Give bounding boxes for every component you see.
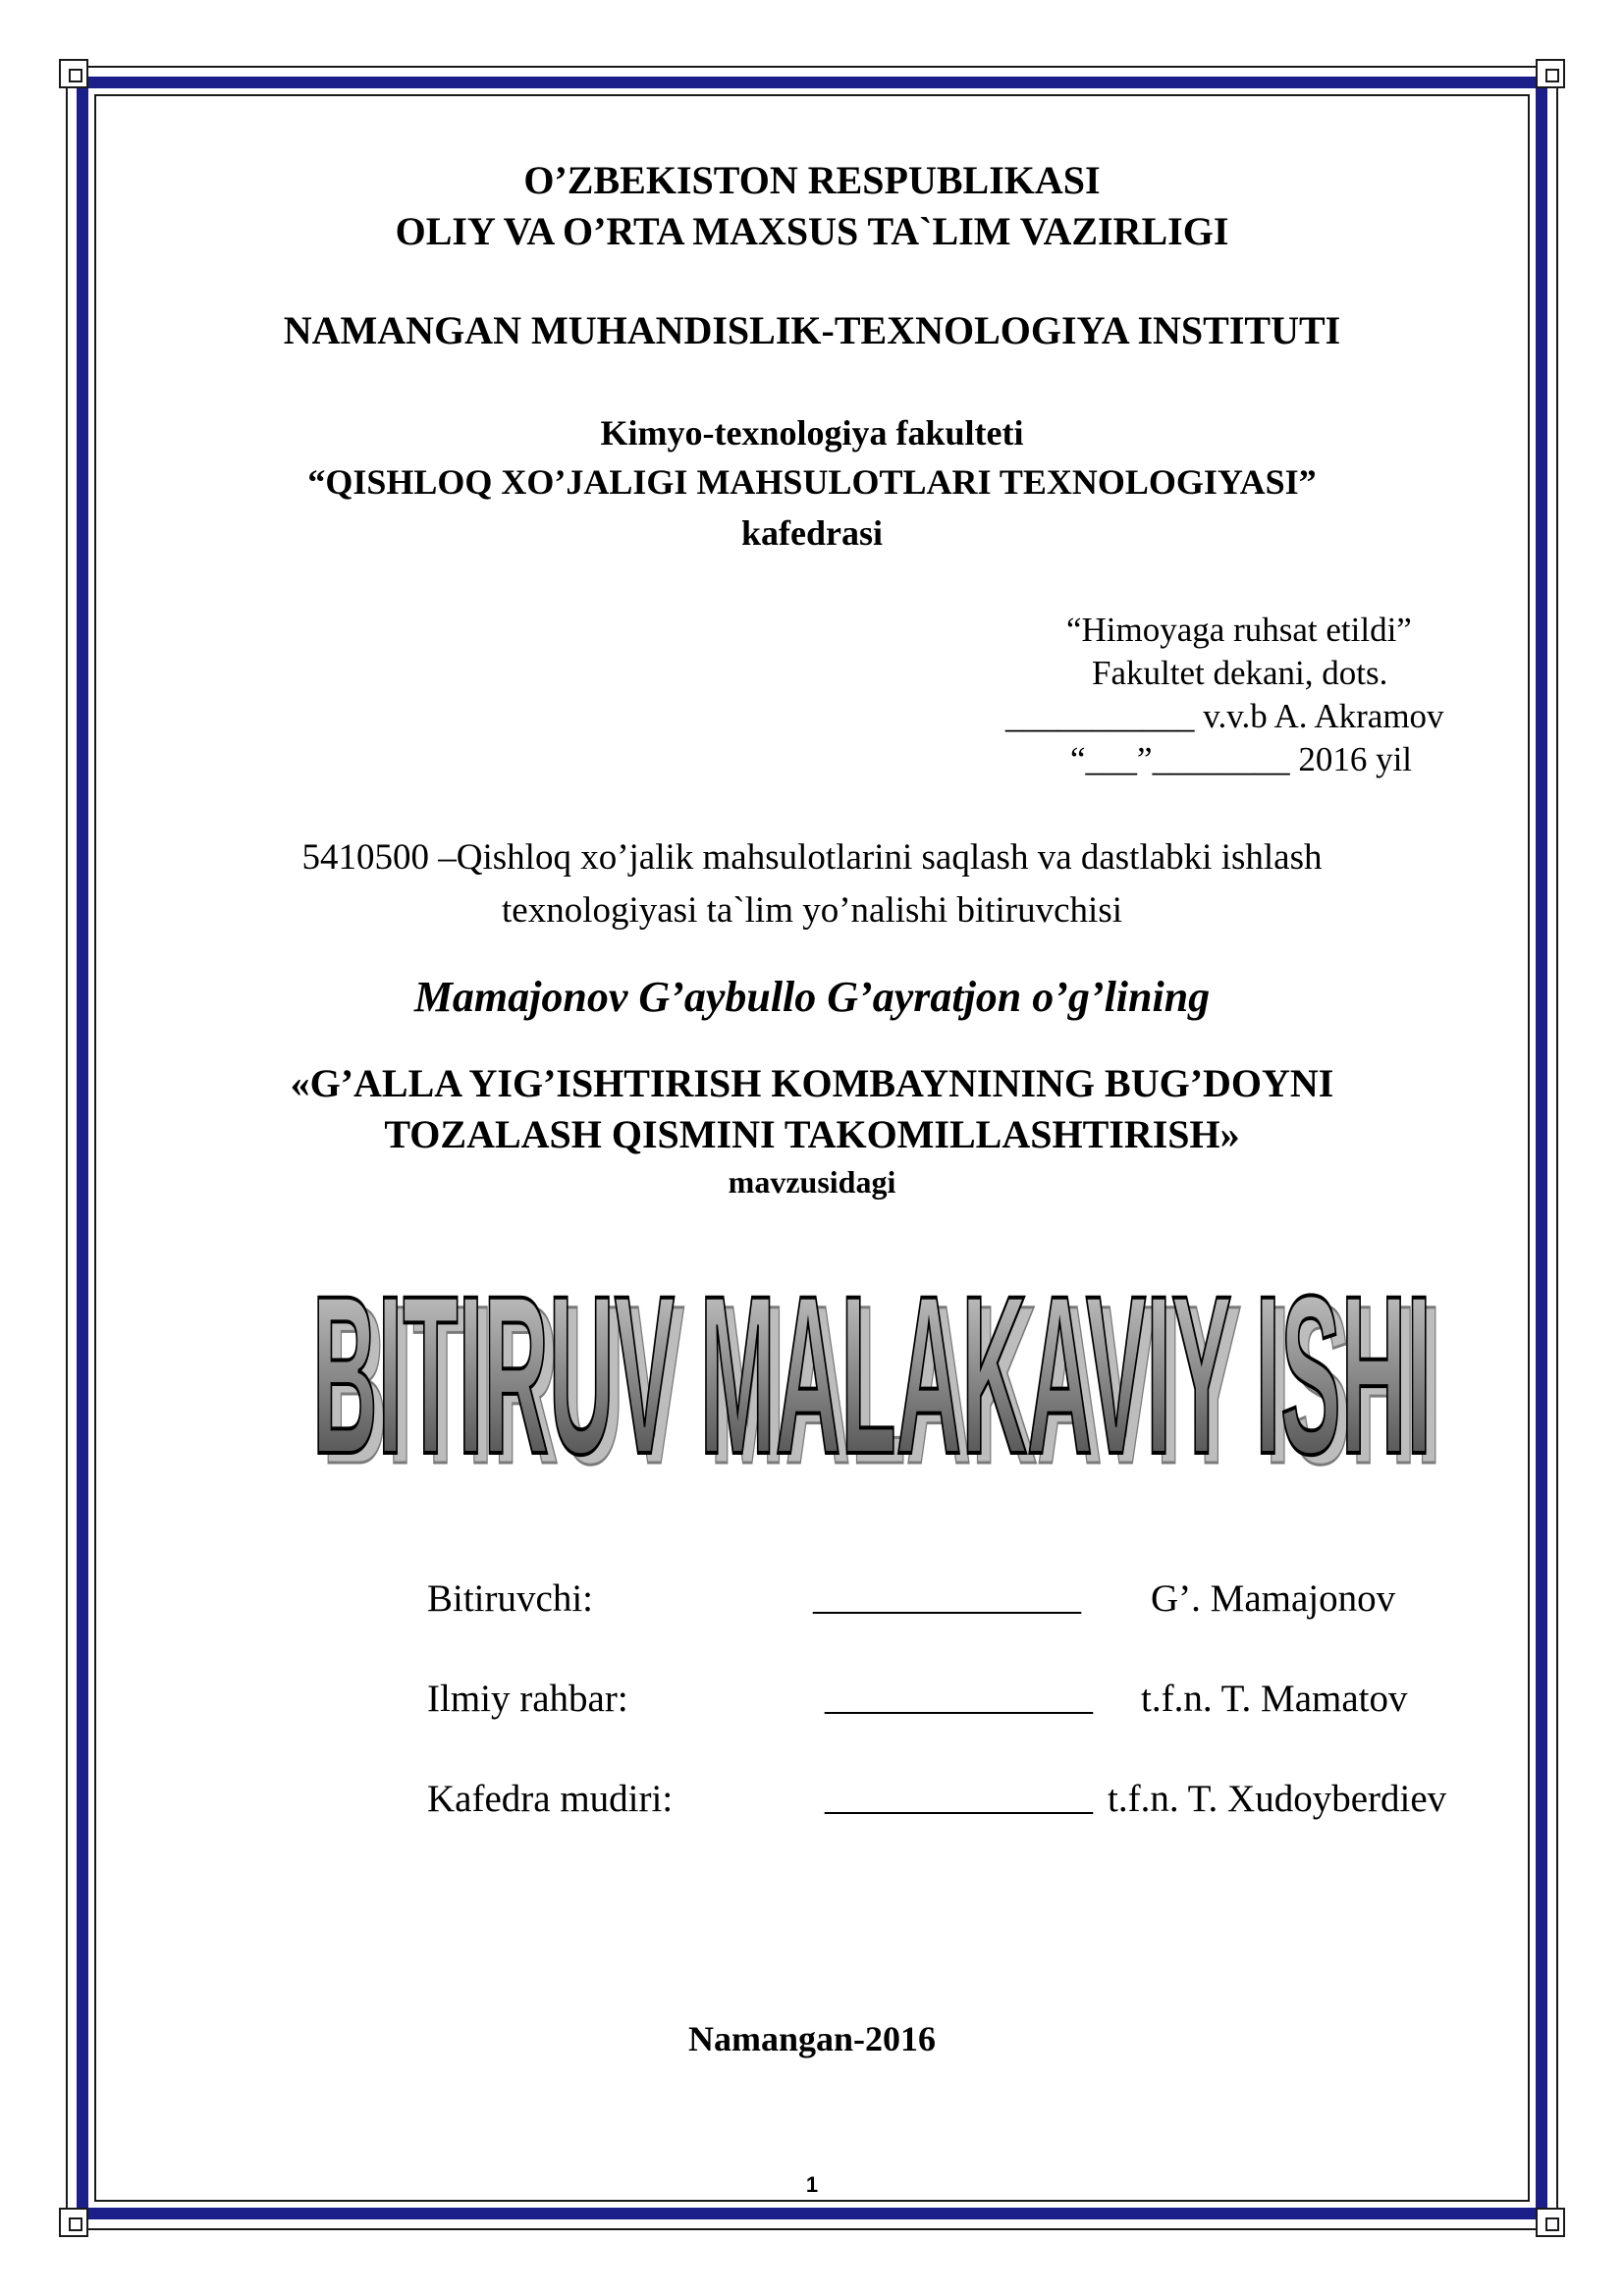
faculty-heading: Kimyo-texnologiya fakulteti <box>600 413 1024 453</box>
ministry-heading: OLIY VA O’RTA MAXSUS TA`LIM VAZIRLIGI <box>395 209 1229 253</box>
border-corner-ornament <box>1536 59 1565 88</box>
signature-blank-graduate: ______________ <box>813 1575 1081 1618</box>
page-number: 1 <box>805 2172 819 2197</box>
republic-heading: O’ZBEKISTON RESPUBLIKASI <box>523 158 1101 202</box>
border-corner-ornament <box>1536 2208 1565 2237</box>
approval-signature-line: ___________ v.v.b A. Akramov <box>1005 697 1444 735</box>
border-corner-ornament <box>59 2208 88 2237</box>
banner-text: BITIRUV MALAKAVIY ISHI <box>312 1249 1432 1487</box>
signature-name-supervisor: t.f.n. T. Mamatov <box>1141 1678 1408 1720</box>
signature-blank-head: ______________ <box>825 1776 1093 1818</box>
signature-name-graduate: G’. Mamajonov <box>1151 1577 1396 1620</box>
student-name: Mamajonov G’aybullo G’ayratjon o’g’lining <box>413 973 1211 1021</box>
border-corner-ornament <box>59 59 88 88</box>
approval-title: “Himoyaga ruhsat etildi” <box>1066 611 1412 649</box>
department-heading: “QISHLOQ XO’JALIGI MAHSULOTLARI TEXNOLOGIYASI” <box>307 462 1317 502</box>
approval-position: Fakultet dekani, dots. <box>1092 654 1388 692</box>
topic-line-2: TOZALASH QISMINI TAKOMILLASHTIRISH» <box>384 1112 1240 1156</box>
department-suffix: kafedrasi <box>741 513 883 553</box>
topic-suffix: mavzusidagi <box>728 1164 896 1200</box>
banner-shadow: BITIRUV MALAKAVIY ISHI <box>322 1258 1441 1487</box>
place-year: Namangan-2016 <box>687 2019 937 2058</box>
signature-label-graduate: Bitiruvchi: <box>427 1577 593 1620</box>
specialty-line-1: 5410500 –Qishloq xo’jalik mahsulotlarini saqlash va dastlabki ishlash <box>301 837 1323 878</box>
signature-label-head: Kafedra mudiri: <box>427 1778 674 1820</box>
signature-label-supervisor: Ilmiy rahbar: <box>427 1678 628 1720</box>
thesis-banner-wordart <box>295 1222 1453 1487</box>
signature-name-head: t.f.n. T. Xudoyberdiev <box>1108 1778 1447 1820</box>
specialty-line-2: texnologiyasi ta`lim yo’nalishi bitiruvchisi <box>502 890 1122 931</box>
signature-blank-supervisor: ______________ <box>825 1676 1093 1718</box>
approval-date-line: “___”________ 2016 yil <box>1070 740 1413 778</box>
institute-heading: NAMANGAN MUHANDISLIK-TEXNOLOGIYA INSTITUTI <box>283 308 1341 352</box>
topic-line-1: «G’ALLA YIG’ISHTIRISH KOMBAYNINING BUG’DOYNI <box>290 1061 1334 1105</box>
